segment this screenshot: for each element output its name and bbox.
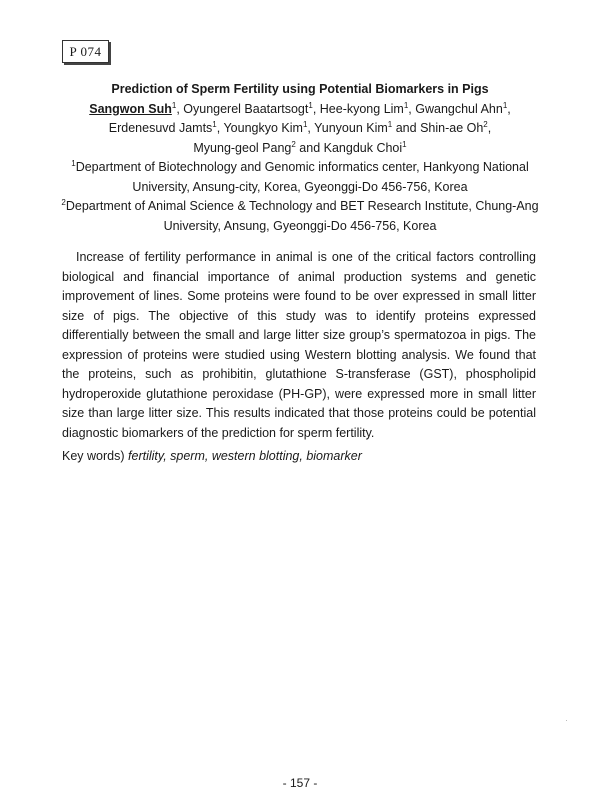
author-sup: 1 xyxy=(302,119,308,129)
author-sup: 1 xyxy=(502,100,508,110)
author-name: Gwangchul Ahn xyxy=(415,101,503,116)
affiliation-sup: 2 xyxy=(61,197,66,207)
affiliation-1-cont: University, Ansung-city, Korea, Gyeonggi-Do 456-756, Korea xyxy=(132,179,468,194)
page-number: - 157 - xyxy=(282,776,318,790)
author-sup: 1 xyxy=(403,100,409,110)
affiliation-text: Department of Biotechnology and Genomic informatics center, Hankyong National xyxy=(75,160,529,174)
author-sup: 1 xyxy=(171,100,177,110)
keywords-values: fertility, sperm, western blotting, biomarker xyxy=(128,449,362,463)
author-sup: 2 xyxy=(483,119,488,129)
affiliation-1 xyxy=(40,158,560,178)
affiliation-sup: 1 xyxy=(71,158,76,168)
scan-dot xyxy=(566,720,567,721)
author-name: Oyungerel Baatartsogt xyxy=(183,101,309,116)
author-line-2: Erdenesuvd Jamts$^1$, Youngkyo Kim$^1$, Yunyoun Kim$^1$ and Shin-ae Oh$^2$, xyxy=(108,119,492,135)
keywords-line xyxy=(62,447,536,467)
affiliation-2-cont: University, Ansung, Gyeonggi-Do 456-756, Korea xyxy=(163,218,437,233)
abstract-body: Increase of fertility performance in animal is one of the critical factors controlling biological and financial importance of animal production systems and genetic improvement of lines. Some proteins were found to be over expressed in small litter size of pigs. The objective of this study was to identify proteins expressed differentially between the small and large litter size group’s spermatozoa in pigs. The expression of proteins were studied using Western blotting analysis. We found that the proteins, such as prohibitin, glutathione S-transferase (GST), phospholipid hydroperoxide glutathione peroxidase (PH-GP), were expressed more in small litter size than large litter size. This results indicated that those proteins could be potential diagnostic biomarkers of the prediction for sperm fertility. xyxy=(62,250,536,440)
affiliation-2 xyxy=(40,197,560,217)
affiliation-text: Department of Animal Science & Technology and BET Research Institute, Chung-Ang xyxy=(65,199,539,213)
author-sup: 1 xyxy=(387,119,393,129)
presenting-author: Sangwon Suh xyxy=(89,101,172,116)
author-line-1: Sangwon Suh$^1$, Oyungerel Baatartsogt$^1$, Hee-kyong Lim$^1$, Gwangchul Ahn$^1$, xyxy=(89,100,511,116)
author-sup: 1 xyxy=(212,119,217,129)
author-sup: 1 xyxy=(402,139,407,149)
author-sup: 2 xyxy=(291,139,296,149)
author-line-3: Myung-geol Pang$^2$ and Kangduk Choi$^1$ xyxy=(193,139,407,155)
author-name: Hee-kyong Lim xyxy=(319,101,404,116)
paper-title: Prediction of Sperm Fertility using Potential Biomarkers in Pigs xyxy=(111,82,489,96)
author-name: Shin-ae Oh xyxy=(420,121,484,135)
author-name: Youngkyo Kim xyxy=(223,121,303,135)
author-sup: 1 xyxy=(308,100,313,110)
header-block xyxy=(40,80,560,236)
author-name: Kangduk Choi xyxy=(323,140,403,155)
author-name: Yunyoun Kim xyxy=(314,121,388,135)
author-name: Erdenesuvd Jamts xyxy=(108,121,213,135)
presentation-code-box: P 074 xyxy=(62,40,109,63)
author-name: Myung-geol Pang xyxy=(193,140,292,155)
keywords-label: Key words) xyxy=(62,449,125,463)
